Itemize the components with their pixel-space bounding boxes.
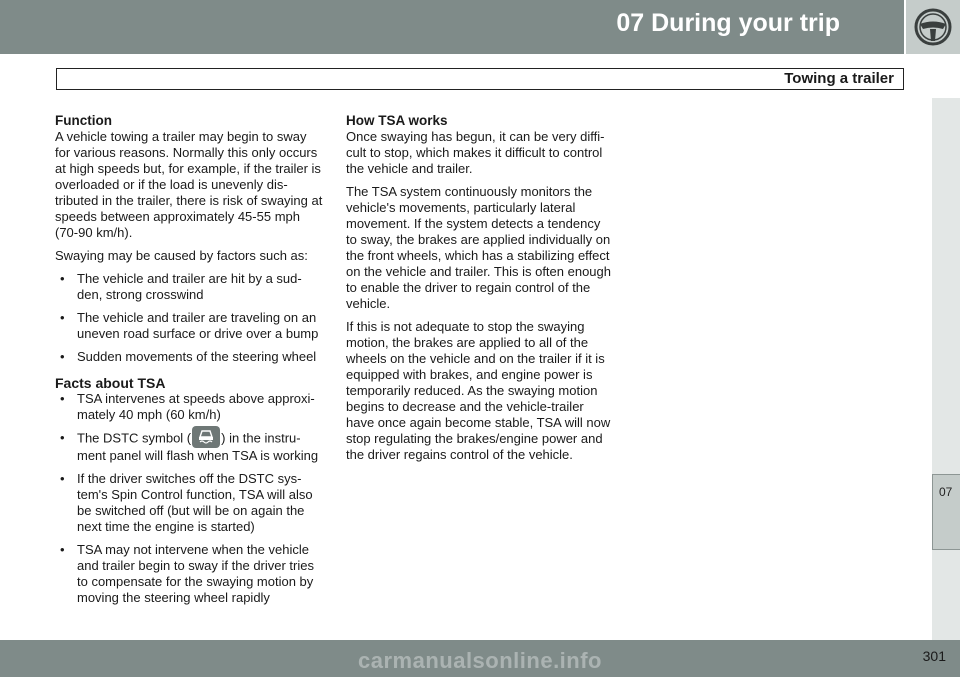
right-column [346,113,614,470]
list-item: • The vehicle and trailer are traveling on an uneven road surface or drive over a bump [55,310,323,342]
list-item: • If the driver switches off the DSTC sys-tem's Spin Control function, TSA will also be switched off (but will be on again the next time the engine is started) [55,471,323,535]
dstc-text-before: The DSTC symbol ( [77,430,192,446]
causes-list [55,271,323,365]
header-band [0,0,904,54]
margin-strip-lower [932,550,960,640]
paragraph: Once swaying has begun, it can be very diffi-cult to stop, which makes it difficult to control the vehicle and trailer. [346,129,605,176]
watermark: carmanualsonline.info [358,648,602,673]
steering-wheel-icon [913,7,953,47]
section-title: Towing a trailer [784,70,894,87]
list-item: • TSA may not intervene when the vehicle and trailer begin to sway if the driver tries to compensate for the swaying motion by moving the steering wheel rapidly [55,542,323,606]
chapter-title: 07 During your trip [616,9,840,37]
function-paragraph: A vehicle towing a trailer may begin to sway for various reasons. Normally this only occurs at high speeds but, for example, if the trailer is overloaded or if the load is unevenly dis-tributed in the trailer, there is risk of swaying at speeds between approximately 45-55 mph (70-90 km/h). [55,129,323,240]
paragraph: If this is not adequate to stop the swaying motion, the brakes are applied to all of the wheels on the vehicle and on the trailer if it is equipped with brakes, and engine power is temporarily reduced. As the swaying motion begins to decrease and the vehicle-trailer have once again become stable, TSA will now stop regulating the brakes/engine power and the driver regains control of the vehicle. [346,319,611,462]
facts-list [55,391,323,606]
side-tab-label: 07 [939,485,953,499]
margin-strip [932,98,960,474]
left-column [55,113,323,613]
dstc-text-after: ) in the instru-ment panel will flash when TSA is working [77,430,319,463]
paragraph: The TSA system continuously monitors the vehicle's movements, particularly lateral movement. If the system detects a tendency to sway, the brakes are applied individually on the front wheels, which has a stabilizing effect on the vehicle and trailer. This is often enough to enable the driver to regain control of the vehicle. [346,184,611,311]
facts-heading: Facts about TSA [55,375,166,391]
footer-band [0,640,960,677]
chapter-icon-tab [906,0,960,54]
section-header-box [56,68,904,90]
dstc-skid-car-icon [192,426,220,448]
causes-intro: Swaying may be caused by factors such as: [55,248,308,263]
how-tsa-works-heading: How TSA works [346,113,448,128]
list-item-dstc [55,430,323,464]
list-item: • Sudden movements of the steering wheel [55,349,323,365]
function-heading: Function [55,113,112,128]
list-item: • TSA intervenes at speeds above approxi-mately 40 mph (60 km/h) [55,391,323,423]
chapter-side-tab[interactable] [932,474,960,550]
page-number: 301 [922,648,946,664]
list-item: • The vehicle and trailer are hit by a sud-den, strong crosswind [55,271,323,303]
